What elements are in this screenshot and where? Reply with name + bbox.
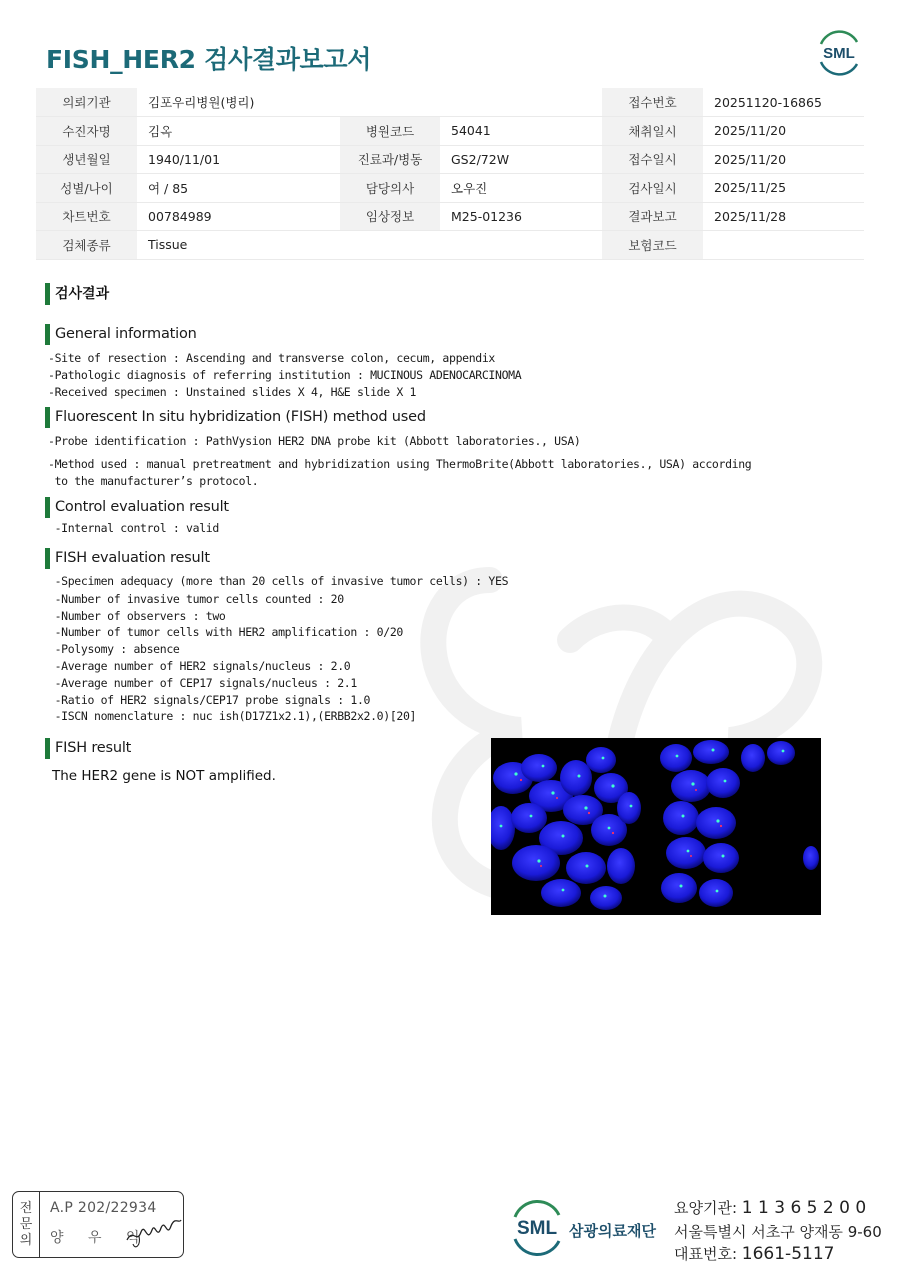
- info-value: 오우진: [440, 174, 602, 203]
- sml-logo-footer: [507, 1197, 567, 1257]
- info-empty: [440, 231, 602, 260]
- info-label: 의뢰기관: [36, 88, 137, 117]
- info-row: [36, 174, 864, 203]
- section-title-evaluation: FISH evaluation result: [45, 548, 210, 569]
- section-title-fish-result: FISH result: [45, 738, 131, 759]
- sml-logo-footer-text: SML: [516, 1218, 558, 1239]
- control-line: -Internal control : valid: [48, 521, 219, 535]
- general-line: -Received specimen : Unstained slides X 4, H&E slide X 1: [48, 385, 417, 399]
- info-label: 성별/나이: [36, 174, 137, 203]
- method-line: -Probe identification : PathVysion HER2 DNA probe kit (Abbott laboratories., USA): [48, 434, 581, 448]
- info-label: 접수번호: [602, 88, 703, 117]
- info-label: 임상정보: [340, 202, 440, 231]
- stamp-side-label: [13, 1192, 40, 1257]
- info-label: 병원코드: [340, 117, 440, 146]
- institution-code-label: 요양기관:: [674, 1199, 738, 1217]
- evaluation-line: -Average number of HER2 signals/nucleus : 2.0: [48, 659, 351, 673]
- info-value: 김포우리병원(병리): [137, 88, 340, 117]
- evaluation-line: -Ratio of HER2 signals/CEP17 probe signals : 1.0: [48, 693, 371, 707]
- info-value: 김옥: [137, 117, 340, 146]
- report-title: FISH_HER2 검사결과보고서: [46, 45, 372, 74]
- footer-phone: [674, 1243, 834, 1264]
- info-empty: [440, 88, 602, 117]
- info-value: 2025/11/25: [703, 174, 864, 203]
- sml-logo: [813, 28, 865, 76]
- info-value: M25-01236: [440, 202, 602, 231]
- footer-institution-code: [674, 1197, 866, 1218]
- info-empty: [340, 231, 440, 260]
- pathologist-stamp: [12, 1191, 184, 1258]
- evaluation-line: -ISCN nomenclature : nuc ish(D17Z1x2.1),(ERBB2x2.0)[20]: [48, 709, 417, 723]
- info-value: 1940/11/01: [137, 145, 340, 174]
- fish-micrograph-image: [491, 738, 821, 915]
- phone-label: 대표번호:: [674, 1245, 738, 1263]
- info-label: 접수일시: [602, 145, 703, 174]
- phone-value: 1661-5117: [741, 1244, 835, 1264]
- stamp-side-char: 문: [19, 1216, 33, 1232]
- stamp-side-char: 전: [19, 1200, 33, 1216]
- info-label: 결과보고: [602, 202, 703, 231]
- info-label: 수진자명: [36, 117, 137, 146]
- info-label: 담당의사: [340, 174, 440, 203]
- info-row: [36, 88, 864, 117]
- info-row: [36, 117, 864, 146]
- evaluation-line: -Number of observers : two: [48, 609, 226, 623]
- info-value: 2025/11/20: [703, 117, 864, 146]
- info-value: [703, 231, 864, 260]
- info-value: 2025/11/28: [703, 202, 864, 231]
- info-value: 00784989: [137, 202, 340, 231]
- fish-result-text: The HER2 gene is NOT amplified.: [52, 768, 276, 784]
- info-value: 2025/11/20: [703, 145, 864, 174]
- info-row: [36, 202, 864, 231]
- info-label: 생년월일: [36, 145, 137, 174]
- footer-address: 서울특별시 서초구 양재동 9-60: [674, 1223, 882, 1241]
- organization-name: 삼광의료재단: [569, 1222, 656, 1240]
- info-row: [36, 145, 864, 174]
- info-value: 여 / 85: [137, 174, 340, 203]
- evaluation-line: -Average number of CEP17 signals/nucleus : 2.1: [48, 676, 357, 690]
- info-value: GS2/72W: [440, 145, 602, 174]
- evaluation-line: -Polysomy : absence: [48, 642, 180, 656]
- sml-logo-text: SML: [823, 45, 855, 62]
- method-line: to the manufacturer’s protocol.: [48, 474, 259, 488]
- info-empty: [340, 88, 440, 117]
- institution-code-value: 1 1 3 6 5 2 0 0: [741, 1198, 867, 1218]
- patient-info-table: [36, 88, 864, 260]
- info-value: Tissue: [137, 231, 340, 260]
- info-label: 채취일시: [602, 117, 703, 146]
- section-title-general: General information: [45, 324, 197, 345]
- stamp-side-char: 의: [19, 1232, 33, 1248]
- evaluation-line: -Specimen adequacy (more than 20 cells of invasive tumor cells) : YES: [48, 574, 509, 588]
- info-value: 54041: [440, 117, 602, 146]
- info-value: 20251120-16865: [703, 88, 864, 117]
- section-title-control: Control evaluation result: [45, 497, 229, 518]
- general-line: -Pathologic diagnosis of referring institution : MUCINOUS ADENOCARCINOMA: [48, 368, 522, 382]
- evaluation-line: -Number of tumor cells with HER2 amplification : 0/20: [48, 625, 403, 639]
- info-label: 진료과/병동: [340, 145, 440, 174]
- stamp-pathologist-name: 양 우 익: [50, 1230, 150, 1246]
- section-title-method: Fluorescent In situ hybridization (FISH) method used: [45, 407, 426, 428]
- info-label: 보험코드: [602, 231, 703, 260]
- info-row: [36, 231, 864, 260]
- info-label: 차트번호: [36, 202, 137, 231]
- info-label: 검사일시: [602, 174, 703, 203]
- stamp-license-number: A.P 202/22934: [50, 1200, 157, 1216]
- info-label: 검체종류: [36, 231, 137, 260]
- section-title-results: 검사결과: [45, 283, 109, 305]
- general-line: -Site of resection : Ascending and transverse colon, cecum, appendix: [48, 351, 496, 365]
- evaluation-line: -Number of invasive tumor cells counted : 20: [48, 592, 344, 606]
- signature-image: [125, 1210, 183, 1250]
- method-line: -Method used : manual pretreatment and hybridization using ThermoBrite(Abbott laboratories., USA) according: [48, 457, 752, 471]
